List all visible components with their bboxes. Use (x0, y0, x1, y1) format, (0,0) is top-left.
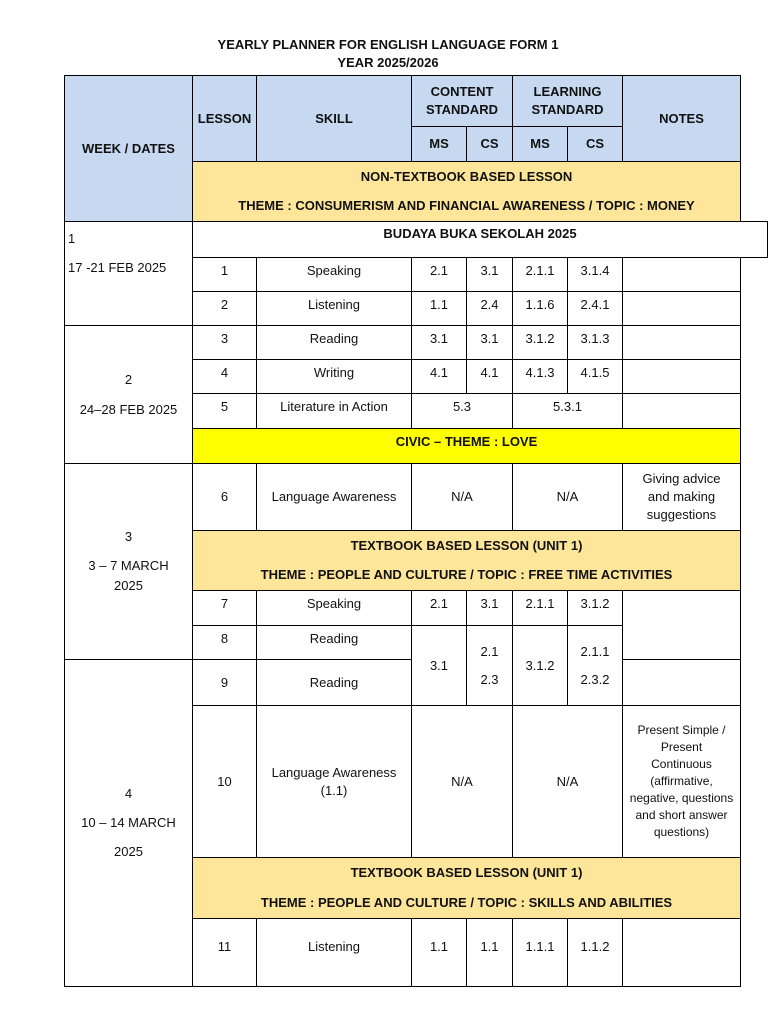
lesson-4-number: 4 (192, 359, 257, 394)
lesson-8-9-ls-cs-line2: 2.3.2 (580, 671, 610, 687)
lesson-2-number: 2 (192, 291, 257, 326)
header-learning-ms: MS (512, 126, 568, 162)
week-1-cell (64, 221, 193, 326)
lesson-1-skill: Speaking (256, 257, 412, 292)
lesson-11-notes (622, 918, 741, 987)
lesson-4-ls-ms: 4.1.3 (512, 359, 568, 394)
banner-theme-money: THEME : CONSUMERISM AND FINANCIAL AWARENESS / TOPIC : MONEY (238, 198, 695, 214)
banner-textbook-skills-title: TEXTBOOK BASED LESSON (UNIT 1) (350, 865, 583, 880)
lesson-11-ls-cs: 1.1.2 (567, 918, 623, 987)
week-3-cell (64, 463, 193, 660)
header-learning-standard-line2: STANDARD (531, 102, 604, 117)
lesson-11-cs-cs: 1.1 (466, 918, 513, 987)
week-4-number: 4 (124, 786, 133, 801)
lesson-5-notes (622, 393, 741, 429)
lesson-3-notes (622, 325, 741, 360)
lesson-2-notes (622, 291, 741, 326)
lesson-2-skill: Listening (256, 291, 412, 326)
header-content-ms: MS (411, 126, 467, 162)
banner-non-textbook (192, 161, 741, 222)
lesson-8-9-cs-cs-line2: 2.3 (480, 671, 499, 687)
lesson-6-content-standard: N/A (411, 463, 513, 531)
week-3-dates-line1: 3 – 7 MARCH (88, 558, 169, 573)
lesson-10-learning-standard: N/A (512, 705, 623, 858)
lesson-1-number: 1 (192, 257, 257, 292)
banner-textbook-free-time-title: TEXTBOOK BASED LESSON (UNIT 1) (350, 537, 583, 553)
lesson-2-ls-ms: 1.1.6 (512, 291, 568, 326)
lesson-8-9-ls-cs-line1: 2.1.1 (580, 643, 610, 659)
week-3-number: 3 (124, 529, 133, 544)
header-content-standard-line1: CONTENT (430, 84, 494, 99)
lesson-8-9-ls-cs (567, 625, 623, 706)
header-lesson: LESSON (192, 75, 257, 162)
week-4-dates-line2: 2025 (114, 844, 143, 859)
header-skill: SKILL (256, 75, 412, 162)
banner-theme-free-time: THEME : PEOPLE AND CULTURE / TOPIC : FREE TIME ACTIVITIES (260, 567, 673, 583)
lesson-4-notes (622, 359, 741, 394)
banner-non-textbook-title: NON-TEXTBOOK BASED LESSON (360, 168, 573, 184)
lesson-3-number: 3 (192, 325, 257, 360)
header-content-standard (411, 75, 513, 127)
lesson-8-9-ls-ms: 3.1.2 (512, 625, 568, 706)
lesson-6-skill: Language Awareness (256, 463, 412, 531)
lesson-9-skill: Reading (256, 659, 412, 706)
lesson-7-ls-cs: 3.1.2 (567, 590, 623, 626)
week-2-dates: 24–28 FEB 2025 (79, 401, 178, 417)
lesson-2-ls-cs: 2.4.1 (567, 291, 623, 326)
banner-textbook-skills (192, 857, 741, 919)
lesson-4-cs-ms: 4.1 (411, 359, 467, 394)
header-content-cs: CS (466, 126, 513, 162)
lesson-6-number: 6 (192, 463, 257, 531)
lesson-10-number: 10 (192, 705, 257, 858)
lesson-8-9-cs-cs (466, 625, 513, 706)
week-1-dates: 17 -21 FEB 2025 (68, 260, 167, 275)
document-year: YEAR 2025/2026 (337, 55, 439, 70)
lesson-7-skill: Speaking (256, 590, 412, 626)
lesson-4-skill: Writing (256, 359, 412, 394)
lesson-7-number: 7 (192, 590, 257, 626)
week-3-dates-line2: 2025 (114, 578, 143, 593)
week-2-number: 2 (124, 371, 133, 387)
week-2-cell (64, 325, 193, 464)
lesson-7-cs-cs: 3.1 (466, 590, 513, 626)
lesson-2-cs-ms: 1.1 (411, 291, 467, 326)
lesson-1-ls-cs: 3.1.4 (567, 257, 623, 292)
lesson-8-skill: Reading (256, 625, 412, 660)
lesson-1-notes (622, 257, 741, 292)
lesson-5-content-standard: 5.3 (411, 393, 513, 429)
header-content-standard-line2: STANDARD (426, 102, 498, 117)
lesson-5-number: 5 (192, 393, 257, 429)
lesson-8-9-cs-ms: 3.1 (411, 625, 467, 706)
lesson-3-cs-ms: 3.1 (411, 325, 467, 360)
lesson-6-notes: Giving advice and making suggestions (622, 463, 741, 531)
lesson-5-skill: Literature in Action (256, 393, 412, 429)
lesson-7-cs-ms: 2.1 (411, 590, 467, 626)
week-1-number: 1 (68, 231, 76, 246)
lesson-6-learning-standard: N/A (512, 463, 623, 531)
header-learning-cs: CS (567, 126, 623, 162)
lesson-3-ls-cs: 3.1.3 (567, 325, 623, 360)
lesson-4-cs-cs: 4.1 (466, 359, 513, 394)
header-learning-standard-line1: LEARNING (533, 84, 602, 99)
lesson-7-8-notes (622, 590, 741, 660)
lesson-8-number: 8 (192, 625, 257, 660)
lesson-5-learning-standard: 5.3.1 (512, 393, 623, 429)
lesson-11-ls-ms: 1.1.1 (512, 918, 568, 987)
lesson-11-cs-ms: 1.1 (411, 918, 467, 987)
lesson-3-ls-ms: 3.1.2 (512, 325, 568, 360)
header-week-dates: WEEK / DATES (64, 75, 193, 222)
lesson-9-number: 9 (192, 659, 257, 706)
lesson-3-cs-cs: 3.1 (466, 325, 513, 360)
lesson-1-cs-ms: 2.1 (411, 257, 467, 292)
banner-theme-skills: THEME : PEOPLE AND CULTURE / TOPIC : SKILLS AND ABILITIES (260, 895, 673, 910)
banner-budaya: BUDAYA BUKA SEKOLAH 2025 (192, 221, 768, 258)
banner-civic: CIVIC – THEME : LOVE (192, 428, 741, 464)
lesson-2-cs-cs: 2.4 (466, 291, 513, 326)
lesson-1-ls-ms: 2.1.1 (512, 257, 568, 292)
lesson-11-skill: Listening (256, 918, 412, 987)
lesson-11-number: 11 (192, 918, 257, 987)
banner-textbook-free-time (192, 530, 741, 591)
header-learning-standard (512, 75, 623, 127)
week-4-dates-line1: 10 – 14 MARCH (81, 815, 176, 830)
lesson-10-skill: Language Awareness (1.1) (256, 705, 412, 858)
lesson-10-content-standard: N/A (411, 705, 513, 858)
week-4-cell (64, 659, 193, 987)
lesson-10-notes: Present Simple / Present Continuous (affirmative, negative, questions and short answer questions) (622, 705, 741, 858)
lesson-3-skill: Reading (256, 325, 412, 360)
lesson-9-notes (622, 659, 741, 706)
lesson-4-ls-cs: 4.1.5 (567, 359, 623, 394)
lesson-1-cs-cs: 3.1 (466, 257, 513, 292)
document-title: YEARLY PLANNER FOR ENGLISH LANGUAGE FORM 1 (217, 37, 559, 52)
lesson-7-ls-ms: 2.1.1 (512, 590, 568, 626)
lesson-8-9-cs-cs-line1: 2.1 (480, 643, 499, 659)
header-notes: NOTES (622, 75, 741, 162)
